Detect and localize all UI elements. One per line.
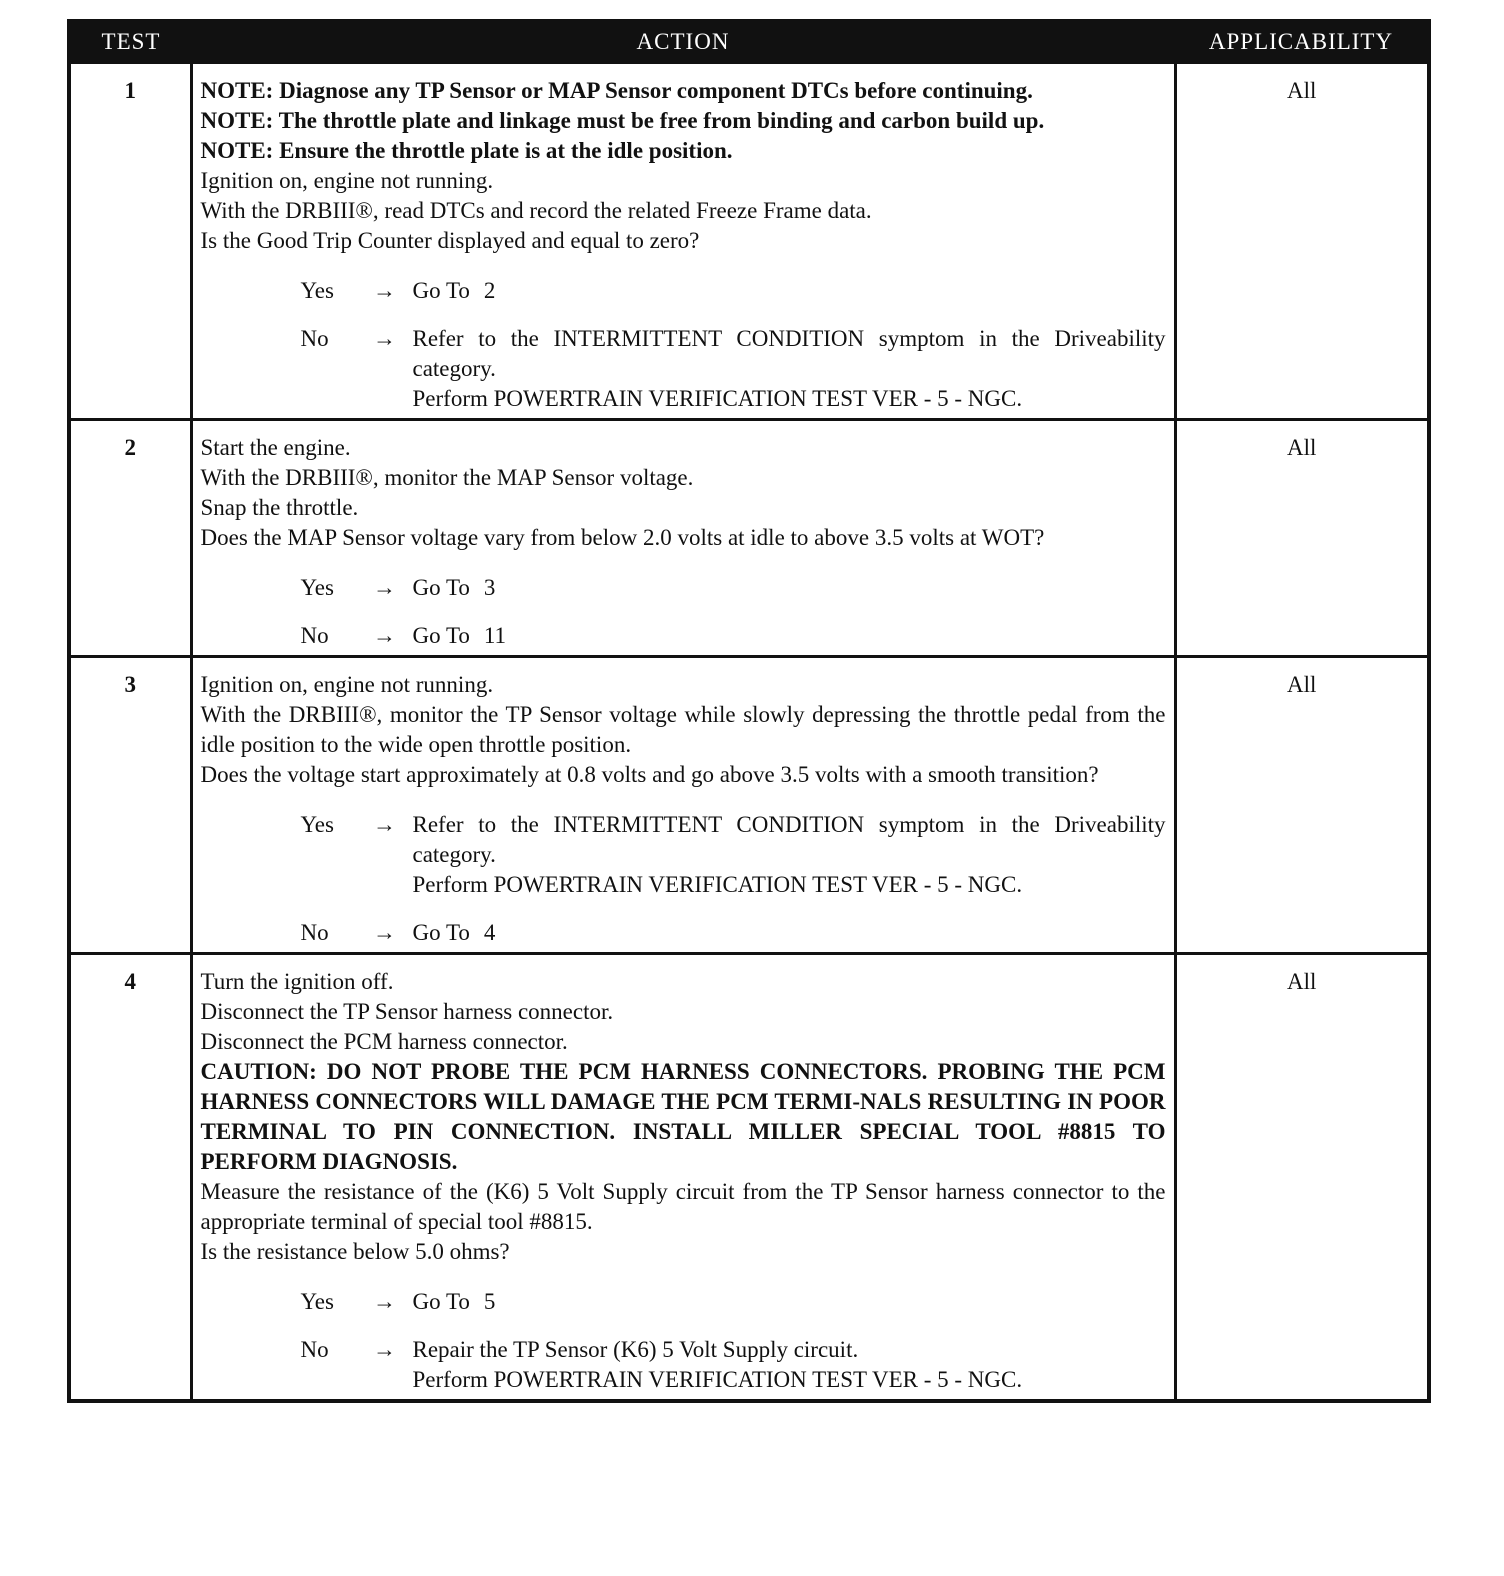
goto-label: Go To: [412, 1289, 470, 1314]
note-line: CAUTION: DO NOT PROBE THE PCM HARNESS CONNECTORS. PROBING THE PCM HARNESS CONNECTORS WILL DAMAGE THE PCM TERMI-NALS RESULTING IN POOR TERMINAL TO PIN CONNECTION. INSTALL MILLER SPECIAL TOOL #8815 TO PERFORM DIAGNOSIS.: [200, 1059, 1166, 1174]
diagnostic-test-table: [67, 19, 1431, 1403]
goto-test-number: 11: [483, 623, 507, 648]
outcome-result: [413, 1335, 1166, 1395]
outcome-yes: [201, 810, 1166, 900]
outcome-label: Yes: [300, 278, 334, 303]
instruction-line: Is the Good Trip Counter displayed and equal to zero?: [200, 228, 700, 253]
instruction-line: Ignition on, engine not running.: [200, 672, 494, 697]
applicability-cell: All: [1175, 657, 1429, 954]
instruction-line: Does the voltage start approximately at 0.8 volts and go above 3.5 volts with a smooth transition?: [200, 762, 1099, 787]
goto-test-number: 4: [483, 920, 496, 945]
note-line: NOTE: Ensure the throttle plate is at the idle position.: [200, 138, 733, 163]
applicability-cell: All: [1175, 420, 1429, 657]
header-action: ACTION: [191, 21, 1175, 63]
instruction-line: With the DRBIII®, monitor the TP Sensor voltage while slowly depressing the throttle pedal from the idle position to the wide open throttle position.: [200, 702, 1166, 757]
note-line: NOTE: Diagnose any TP Sensor or MAP Sensor component DTCs before continuing.: [200, 78, 1033, 103]
header-test: TEST: [69, 21, 191, 63]
instruction-line: Disconnect the TP Sensor harness connector.: [200, 999, 614, 1024]
outcome-result-line: Perform POWERTRAIN VERIFICATION TEST VER - 5 - NGC.: [412, 386, 1023, 411]
outcome-yes: [201, 573, 1166, 603]
outcome-result: [413, 324, 1166, 414]
test-row: [69, 63, 1429, 420]
instruction-line: Turn the ignition off.: [200, 969, 394, 994]
test-rows: [69, 63, 1429, 1402]
test-row: [69, 420, 1429, 657]
goto-test-number: 2: [483, 278, 496, 303]
goto-label: Go To: [412, 623, 470, 648]
test-row: [69, 954, 1429, 1402]
action-cell: [191, 420, 1175, 657]
outcome-result-line: Refer to the INTERMITTENT CONDITION symptom in the Driveability category.: [412, 812, 1166, 867]
instruction-line: Does the MAP Sensor voltage vary from below 2.0 volts at idle to above 3.5 volts at WOT?: [200, 525, 1045, 550]
outcome-result: [413, 276, 1166, 306]
goto-test-number: 3: [483, 575, 496, 600]
outcome-result: [413, 810, 1166, 900]
outcome-label: No: [300, 326, 329, 351]
arrow-right-icon: →: [373, 575, 396, 600]
outcome-result: [413, 573, 1166, 603]
instruction-line: Measure the resistance of the (K6) 5 Volt Supply circuit from the TP Sensor harness connector to the appropriate terminal of special tool #8815.: [200, 1179, 1166, 1234]
outcome-result-line: Perform POWERTRAIN VERIFICATION TEST VER - 5 - NGC.: [412, 872, 1023, 897]
header-row: [69, 21, 1429, 63]
outcome-result-line: Repair the TP Sensor (K6) 5 Volt Supply circuit.: [412, 1337, 859, 1362]
outcome-label: No: [300, 623, 329, 648]
instruction-line: Ignition on, engine not running.: [200, 168, 494, 193]
outcome-result: [413, 918, 1166, 948]
note-line: NOTE: The throttle plate and linkage must be free from binding and carbon build up.: [200, 108, 1045, 133]
instruction-line: Start the engine.: [200, 435, 351, 460]
arrow-right-icon: →: [373, 623, 396, 648]
outcome-label: No: [300, 1337, 329, 1362]
instruction-line: With the DRBIII®, read DTCs and record the related Freeze Frame data.: [200, 198, 872, 223]
outcome-result-line: Perform POWERTRAIN VERIFICATION TEST VER - 5 - NGC.: [412, 1367, 1023, 1392]
test-number: 1: [69, 63, 191, 420]
test-row: [69, 657, 1429, 954]
goto-label: Go To: [412, 920, 470, 945]
header-applicability: APPLICABILITY: [1175, 21, 1429, 63]
outcome-result: [413, 621, 1166, 651]
outcome-label: Yes: [300, 1289, 334, 1314]
applicability-cell: All: [1175, 63, 1429, 420]
instruction-line: Disconnect the PCM harness connector.: [200, 1029, 568, 1054]
outcome-label: Yes: [300, 812, 334, 837]
arrow-right-icon: →: [373, 326, 396, 351]
instruction-line: Is the resistance below 5.0 ohms?: [200, 1239, 510, 1264]
outcome-no: [201, 324, 1166, 414]
arrow-right-icon: →: [373, 1337, 396, 1362]
outcome-label: No: [300, 920, 329, 945]
goto-label: Go To: [412, 278, 470, 303]
outcome-no: [201, 1335, 1166, 1395]
arrow-right-icon: →: [373, 278, 396, 303]
action-cell: [191, 657, 1175, 954]
outcome-no: [201, 918, 1166, 948]
outcome-no: [201, 621, 1166, 651]
action-cell: [191, 63, 1175, 420]
instruction-line: With the DRBIII®, monitor the MAP Sensor voltage.: [200, 465, 694, 490]
instruction-line: Snap the throttle.: [200, 495, 359, 520]
outcome-yes: [201, 1287, 1166, 1317]
test-number: 3: [69, 657, 191, 954]
outcome-result: [413, 1287, 1166, 1317]
outcome-result-line: Refer to the INTERMITTENT CONDITION symptom in the Driveability category.: [412, 326, 1166, 381]
applicability-cell: All: [1175, 954, 1429, 1402]
outcome-yes: [201, 276, 1166, 306]
goto-test-number: 5: [483, 1289, 496, 1314]
arrow-right-icon: →: [373, 1289, 396, 1314]
arrow-right-icon: →: [373, 812, 396, 837]
action-cell: [191, 954, 1175, 1402]
outcome-label: Yes: [300, 575, 334, 600]
arrow-right-icon: →: [373, 920, 396, 945]
test-number: 2: [69, 420, 191, 657]
test-number: 4: [69, 954, 191, 1402]
goto-label: Go To: [412, 575, 470, 600]
